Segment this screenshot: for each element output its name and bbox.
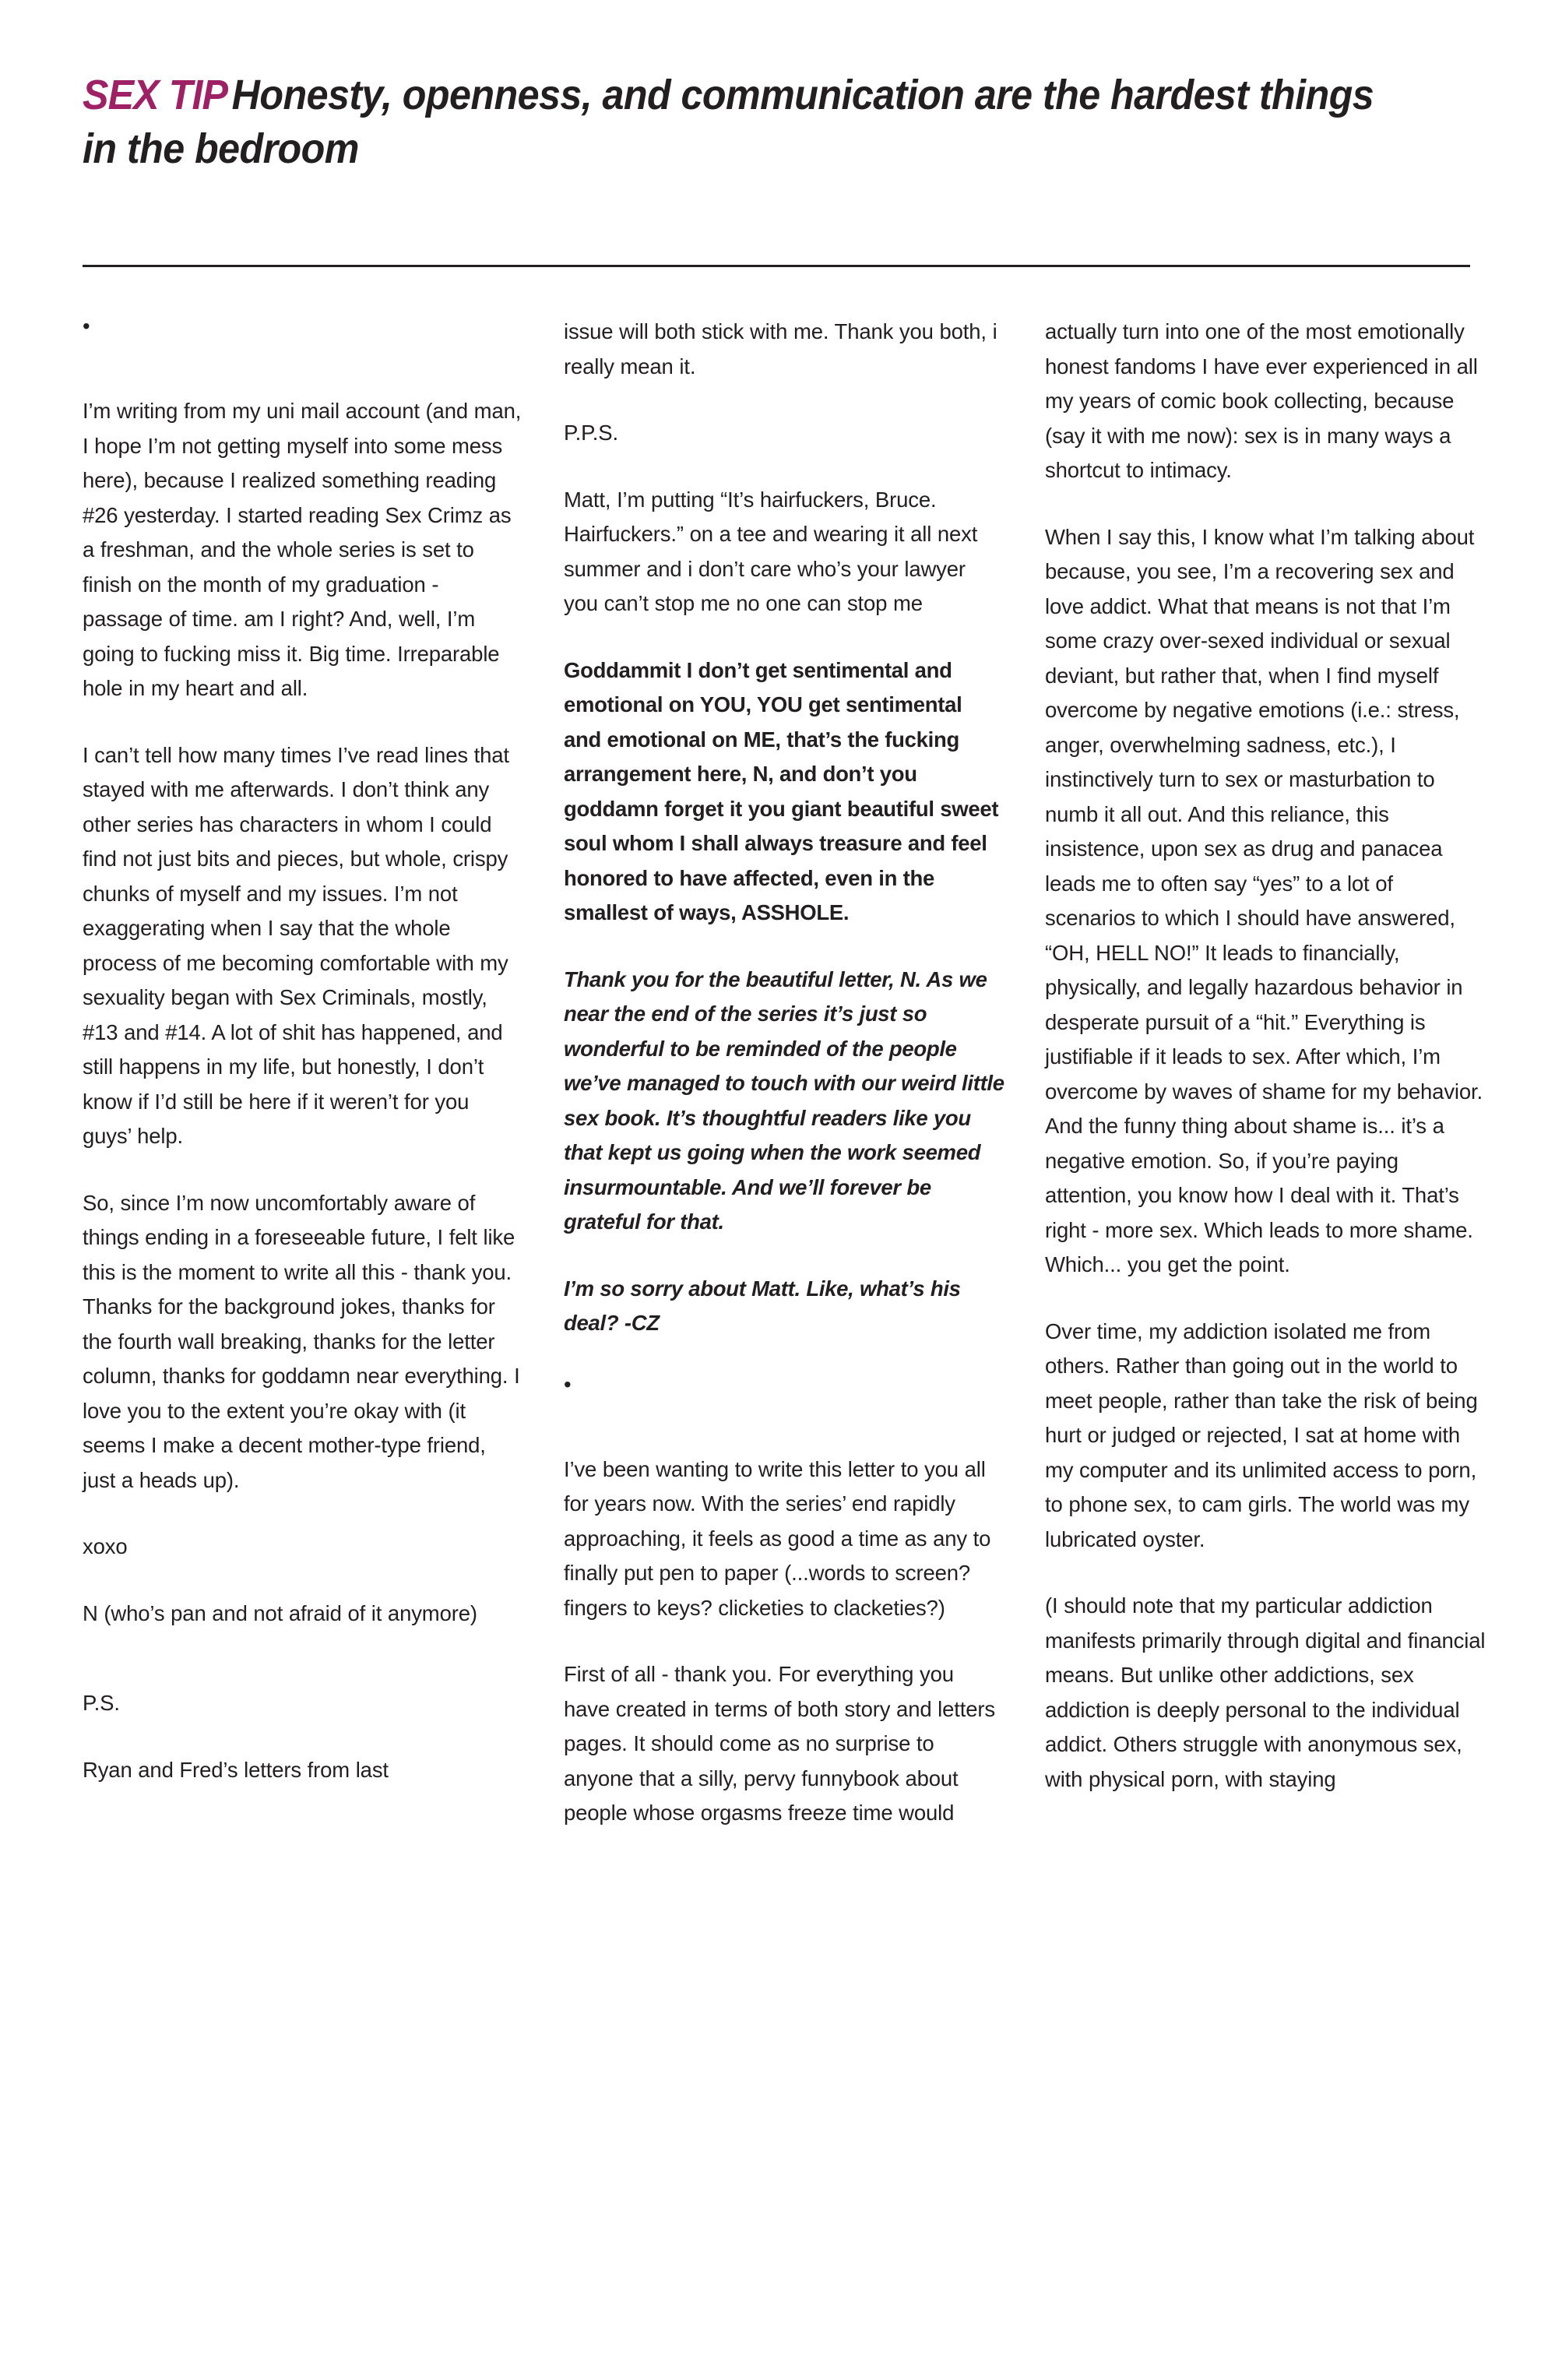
paragraph: Ryan and Fred’s letters from last	[83, 1757, 389, 1782]
letter-separator-bullet: •	[564, 1371, 572, 1396]
header-divider-rule	[83, 265, 1470, 267]
headline-kicker: SEX TIP	[83, 72, 228, 118]
paragraph: I’m writing from my uni mail account (and man, I hope I’m not getting myself into some mess here), because I realized something reading #26 yesterday. I started reading Sex Crimz as a freshman, and the whole series is set to finish on the month of my graduation - passage of time. am I right? And, well, I’m going to fucking miss it. Big time. Irreparable hole in my heart and all.	[83, 399, 522, 700]
editor-reply-bold-italic: Thank you for the beautiful letter, N. As we near the end of the series it’s just so wonderful to be reminded of the people we’ve managed to touch with our weird little sex book. It’s thoughtful readers like you that kept us going when the work seemed insurmountable. And we’ll forever be grateful for that.	[564, 966, 1004, 1234]
spacer	[83, 1663, 523, 1686]
page-title	[83, 69, 1379, 176]
letter-separator-bullet: •	[83, 314, 90, 338]
paragraph: Matt, I’m putting “It’s hairfuckers, Bruce. Hairfuckers.” on a tee and wearing it all next summer and i don’t care who’s your lawyer you can’t stop me no one can stop me	[564, 487, 978, 615]
headline-text: Honesty, openness, and communication are the hardest things in the bedroom	[83, 72, 1374, 173]
signoff-xoxo: xoxo	[83, 1534, 128, 1558]
post-postscript-label: P.P.S.	[564, 421, 618, 445]
paragraph: Over time, my addiction isolated me from others. Rather than going out in the world to meet people, rather than take the risk of being hurt or judged or rejected, I sat at home with my computer and its unlimited access to porn, to phone sex, to cam girls. The world was my lubricated oyster.	[1045, 1319, 1478, 1551]
postscript-label: P.S.	[83, 1691, 120, 1715]
editor-reply-bold: Goddammit I don’t get sentimental and emotional on YOU, YOU get sentimental and emotional on ME, that’s the fucking arrangement here, N, and don’t you goddamn forget it you giant beautiful sweet soul whom I shall always treasure and feel honored to have affected, even in the smallest of ways, ASSHOLE.	[564, 657, 999, 924]
paragraph: I’ve been wanting to write this letter to you all for years now. With the series’ end rapidly approaching, it feels as good a time as any to finally put pen to paper (...words to screen? fingers to keys? clicketies to clacketies?)	[564, 1456, 991, 1620]
masthead	[83, 69, 1476, 176]
paragraph: actually turn into one of the most emotionally honest fandoms I have ever experienced in all my years of comic book collecting, because (say it with me now): sex is in many ways a shortcut to intimacy.	[1045, 319, 1478, 482]
paragraph: issue will both stick with me. Thank you both, i really mean it.	[564, 319, 997, 378]
signature-name: N (who’s pan and not afraid of it anymore)	[83, 1600, 477, 1625]
paragraph: So, since I’m now uncomfortably aware of things ending in a foreseeable future, I felt like this is the moment to write all this - thank you. Thanks for the background jokes, thanks for the fourth wall breaking, thanks for the letter column, thanks for goddamn near everything. I love you to the extent you’re okay with (it seems I make a decent mother-type friend, just a heads up).	[83, 1190, 520, 1492]
paragraph: When I say this, I know what I’m talking about because, you see, I’m a recovering sex and love addict. What that means is not that I’m some crazy over-sexed individual or sexual deviant, but rather that, when I find myself overcome by negative emotions (i.e.: stress, anger, overwhelming sadness, etc.), I instinctively turn to sex or masturbation to numb it all out. And this reliance, this insistence, upon sex as drug and panacea leads me to often say “yes” to a lot of scenarios to which I should have answered, “OH, HELL NO!” It leads to financially, physically, and legally hazardous behavior in desperate pursuit of a “hit.” Everything is justifiable if it leads to sex. After which, I’m overcome by waves of shame for my behavior. And the funny thing about shame is... it’s a negative emotion. So, if you’re paying attention, you know how I deal with it. That’s right - more sex. Which leads to more shame. Which... you get the point.	[1045, 524, 1483, 1276]
paragraph: I can’t tell how many times I’ve read lines that stayed with me afterwards. I don’t think any other series has characters in whom I could find not just bits and pieces, but whole, crispy chunks of myself and my issues. I’m not exaggerating when I say that the whole process of me becoming comfortable with my sexuality began with Sex Criminals, mostly, #13 and #14. A lot of shit has happened, and still happens in my life, but honestly, I don’t know if I’d still be here if it weren’t for you guys’ help.	[83, 742, 509, 1148]
column-two	[564, 315, 1004, 1863]
article-columns	[83, 314, 1486, 1863]
paragraph: (I should note that my particular addiction manifests primarily through digital and financial means. But unlike other addictions, sex addiction is deeply personal to the individual addict. Others struggle with anonymous sex, with physical porn, with staying	[1045, 1593, 1486, 1791]
column-one	[83, 315, 523, 1819]
editor-signoff: I’m so sorry about Matt. Like, what’s his deal? -CZ	[564, 1276, 961, 1335]
paragraph: First of all - thank you. For everything you have created in terms of both story and letters pages. It should come as no surprise to anyone that a silly, pervy funnybook about people whose orgasms freeze time would	[564, 1662, 996, 1825]
column-three	[1045, 315, 1486, 1829]
